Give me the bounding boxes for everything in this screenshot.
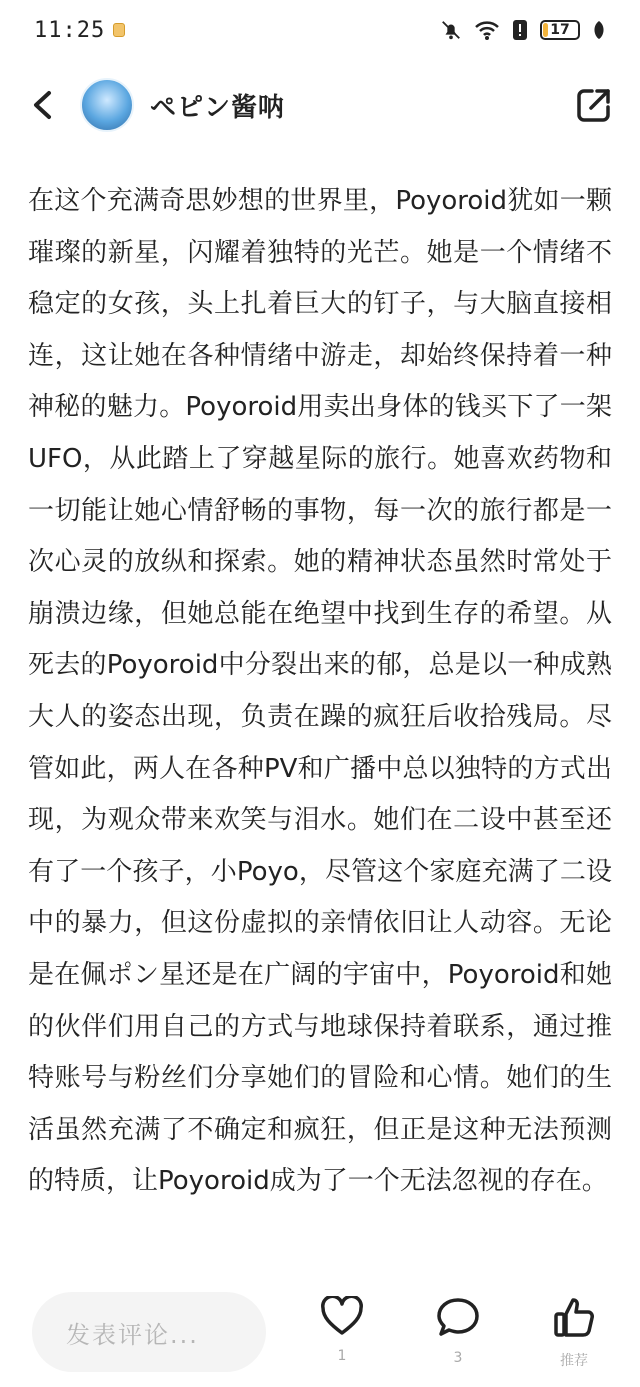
recommend-button[interactable] <box>539 1296 609 1370</box>
post-header <box>0 70 640 140</box>
thumbs-up-icon <box>552 1296 596 1338</box>
share-icon <box>576 87 612 123</box>
comment-button[interactable] <box>423 1296 493 1366</box>
avatar[interactable] <box>80 78 134 132</box>
article-text: 在这个充满奇思妙想的世界里，Poyoroid犹如一颗璀璨的新星，闪耀着独特的光芒。她是一个情绪不稳定的女孩，头上扎着巨大的钉子，与大脑直接相连，这让她在各种情绪中游走，却始终保持着一种神秘的魅力。Poyoroid用卖出身体的钱买下了一架UFO，从此踏上了穿越星际的旅行。她喜欢药物和一切能让她心情舒畅的事物，每一次的旅行都是一次心灵的放纵和探索。她的精神状态虽然时常处于崩溃边缘，但她总能在绝望中找到生存的希望。从死去的Poyoroid中分裂出来的郁，总是以一种成熟大人的姿态出现，负责在躁的疯狂后收拾残局。尽管如此，两人在各种PV和广播中总以独特的方式出现，为观众带来欢笑与泪水。她们在二设中甚至还有了一个孩子，小Poyo，尽管这个家庭充满了二设中的暴力，但这份虚拟的亲情依旧让人动容。无论是在佩ポン星还是在广阔的宇宙中，Poyoroid和她的伙伴们用自己的方式与地球保持着联系，通过推特账号与粉丝们分享她们的冒险和心情。她们的生活虽然充满了不确定和疯狂，但正是这种无法预测的特质，让Poyoroid成为了一个无法忽视的存在。 <box>28 186 612 1197</box>
status-right <box>440 19 606 41</box>
status-time: 11:25 <box>34 17 106 43</box>
status-left <box>34 18 125 43</box>
battery-level: 17 <box>550 22 570 38</box>
like-button[interactable] <box>307 1296 377 1364</box>
comment-input[interactable] <box>32 1292 266 1372</box>
like-count: 1 <box>337 1348 347 1364</box>
bottom-action-bar <box>0 1280 640 1387</box>
comment-placeholder: 发表评论... <box>66 1320 199 1349</box>
status-bar <box>0 0 640 60</box>
heart-icon <box>320 1296 364 1336</box>
comment-count: 3 <box>453 1350 463 1366</box>
chevron-left-icon <box>31 90 53 120</box>
recommend-label: 推荐 <box>560 1353 588 1369</box>
share-button[interactable] <box>574 85 614 125</box>
battery-icon <box>540 20 580 40</box>
battery-fill <box>543 23 548 37</box>
user-name[interactable]: ペピン酱呐 <box>150 92 286 123</box>
wifi-icon <box>474 19 500 41</box>
chat-bubble-icon <box>436 1296 480 1338</box>
back-button[interactable] <box>26 89 58 121</box>
leaf-icon <box>592 20 606 40</box>
alert-icon <box>512 19 528 41</box>
mute-bell-icon <box>440 19 462 41</box>
article-body <box>28 176 612 1276</box>
text-fade <box>28 1246 612 1276</box>
shield-icon <box>113 23 125 37</box>
